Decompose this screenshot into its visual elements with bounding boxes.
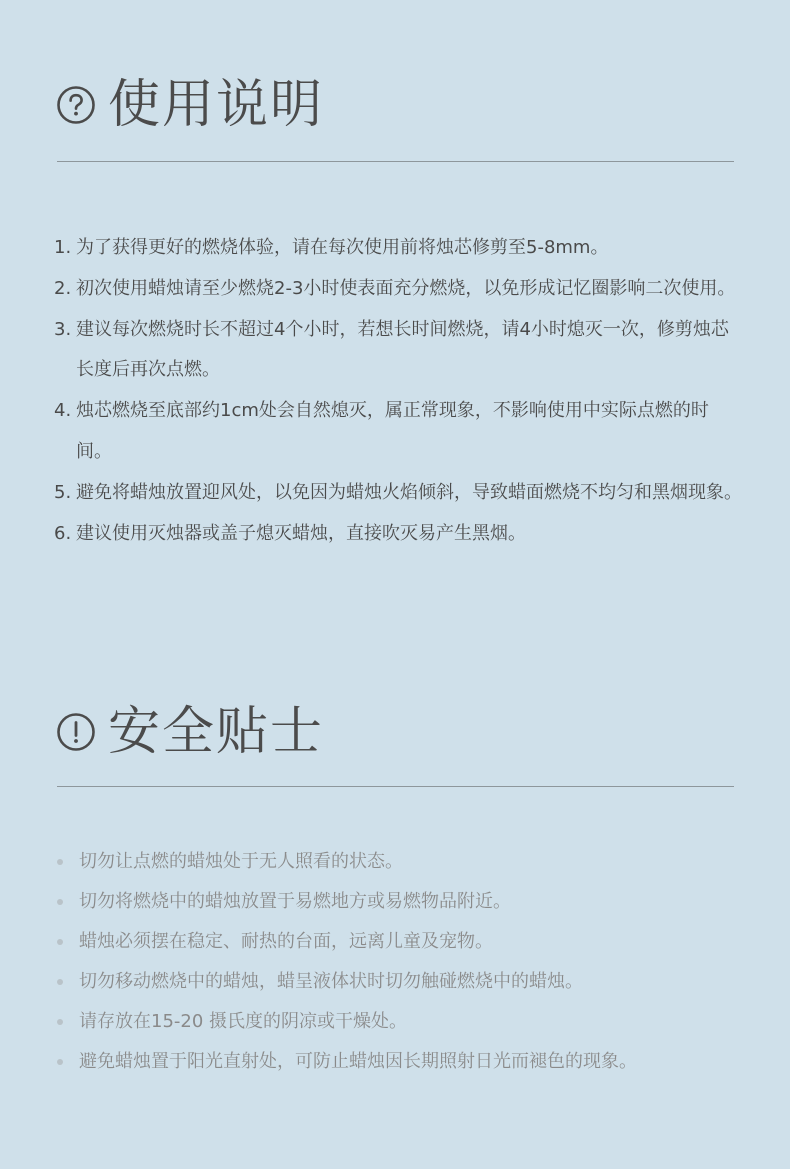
bullet-dot (57, 899, 63, 905)
safety-divider (57, 786, 734, 787)
usage-item-text: 避免将蜡烛放置迎风处，以免因为蜡烛火焰倾斜，导致蜡面燃烧不均匀和黑烟现象。 (76, 481, 742, 503)
usage-item-number: 6. (54, 522, 72, 544)
usage-item-number: 2. (54, 277, 72, 299)
usage-heading (56, 70, 324, 140)
usage-item (54, 514, 744, 555)
safety-tip (54, 842, 744, 882)
safety-tip (54, 882, 744, 922)
usage-item-text: 为了获得更好的燃烧体验，请在每次使用前将烛芯修剪至5-8mm。 (76, 237, 609, 258)
usage-item (54, 269, 744, 310)
safety-tip-text: 切勿将燃烧中的蜡烛放置于易燃地方或易燃物品附近。 (79, 891, 511, 912)
safety-tips-list (54, 842, 744, 1082)
usage-divider (57, 161, 734, 162)
safety-tip-text: 请存放在15-20 摄氏度的阴凉或干燥处。 (79, 1011, 408, 1032)
safety-heading (56, 697, 324, 767)
safety-title: 安全贴士 (108, 702, 325, 762)
safety-tip-text: 避免蜡烛置于阳光直射处，可防止蜡烛因长期照射日光而褪色的现象。 (79, 1051, 637, 1072)
usage-item-text: 建议每次燃烧时长不超过4个小时，若想长时间燃烧，请4小时熄灭一次，修剪烛芯长度后再次点燃。 (76, 318, 729, 381)
bullet-dot (57, 939, 63, 945)
usage-item-text: 建议使用灭烛器或盖子熄灭蜡烛，直接吹灭易产生黑烟。 (76, 522, 526, 544)
usage-item-number: 4. (54, 400, 72, 422)
usage-item-text: 烛芯燃烧至底部约1cm处会自然熄灭，属正常现象，不影响使用中实际点燃的时间。 (76, 400, 709, 462)
usage-item (54, 228, 744, 269)
usage-item-number: 5. (54, 481, 72, 503)
usage-item (54, 310, 744, 392)
usage-item (54, 391, 744, 473)
usage-list (54, 228, 744, 554)
usage-item-number: 1. (54, 237, 72, 258)
safety-tip (54, 962, 744, 1002)
usage-item (54, 473, 744, 514)
safety-tip (54, 1002, 744, 1042)
bullet-dot (57, 979, 63, 985)
safety-tip-text: 蜡烛必须摆在稳定、耐热的台面，远离儿童及宠物。 (79, 931, 493, 952)
question-circle-icon (56, 85, 96, 125)
bullet-dot (57, 1019, 63, 1025)
usage-item-number: 3. (54, 318, 72, 340)
usage-item-text: 初次使用蜡烛请至少燃烧2-3小时使表面充分燃烧，以免形成记忆圈影响二次使用。 (76, 277, 736, 299)
bullet-dot (57, 859, 63, 865)
safety-tip-text: 切勿让点燃的蜡烛处于无人照看的状态。 (79, 851, 403, 872)
safety-tip (54, 922, 744, 962)
exclamation-circle-icon (56, 712, 96, 752)
usage-title: 使用说明 (108, 75, 325, 135)
safety-tip (54, 1042, 744, 1082)
safety-tip-text: 切勿移动燃烧中的蜡烛，蜡呈液体状时切勿触碰燃烧中的蜡烛。 (79, 971, 583, 992)
bullet-dot (57, 1059, 63, 1065)
